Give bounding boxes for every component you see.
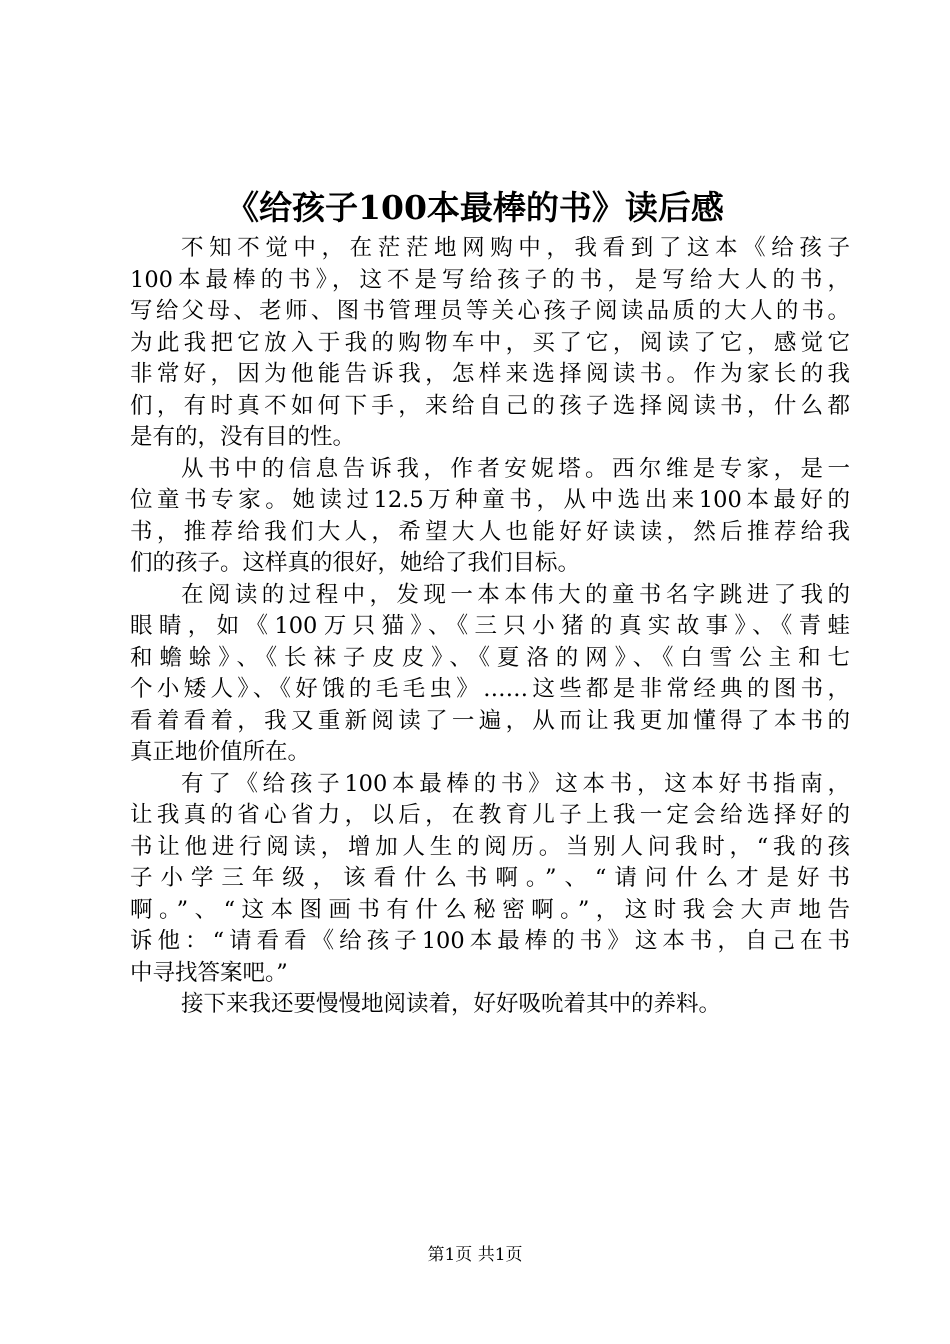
- text-line: 写给父母、老师、图书管理员等关心孩子阅读品质的大人的书。: [130, 298, 850, 324]
- text-line: 为此我把它放入于我的购物车中，买了它，阅读了它，感觉它: [130, 329, 850, 356]
- page-footer: 第1页 共1页: [427, 1245, 523, 1265]
- text-line: 们，有时真不如何下手，来给自己的孩子选择阅读书，什么都: [130, 392, 850, 419]
- paragraph: [130, 769, 850, 990]
- text-line: 们的孩子。这样真的很好，她给了我们目标。: [130, 550, 581, 576]
- text-line: 眼睛，如《100万只猫》、《三只小猪的真实故事》、《青蛙: [130, 613, 850, 639]
- paragraph: [130, 989, 850, 1021]
- text-line: 书，推荐给我们大人，希望大人也能好好读读，然后推荐给我: [130, 518, 850, 545]
- text-line: 从书中的信息告诉我，作者安妮塔。西尔维是专家，是一: [181, 455, 850, 482]
- text-line: 诉他：“请看看《给孩子100本最棒的书》这本书，自己在书: [130, 928, 850, 954]
- text-line: 书让他进行阅读，增加人生的阅历。当别人问我时，“我的孩: [130, 833, 850, 860]
- document-title: 《给孩子100本最棒的书》读后感: [226, 188, 724, 227]
- text-line: 有了《给孩子100本最棒的书》这本书，这本好书指南，: [181, 770, 850, 797]
- text-line: 接下来我还要慢慢地阅读着，好好吸吮着其中的养料。: [181, 991, 722, 1017]
- text-line: 个小矮人》、《好饿的毛毛虫》……这些都是非常经典的图书，: [130, 676, 850, 702]
- text-line: 子小学三年级，该看什么书啊。”、“请问什么才是好书: [130, 865, 850, 891]
- document-body: [130, 233, 850, 1021]
- text-line: 不知不觉中，在茫茫地网购中，我看到了这本《给孩子: [181, 235, 850, 261]
- text-line: 和蟾蜍》、《长袜子皮皮》、《夏洛的网》、《白雪公主和七: [130, 644, 850, 671]
- text-line: 真正地价值所在。: [130, 739, 311, 765]
- text-line: 中寻找答案吧。”: [130, 959, 288, 986]
- text-line: 100本最棒的书》，这不是写给孩子的书，是写给大人的书，: [130, 266, 850, 293]
- text-line: 让我真的省心省力，以后，在教育儿子上我一定会给选择好的: [130, 802, 850, 828]
- text-line: 非常好，因为他能告诉我，怎样来选择阅读书。作为家长的我: [130, 361, 850, 387]
- text-line: 看着看着，我又重新阅读了一遍，从而让我更加懂得了本书的: [130, 707, 850, 734]
- paragraph: [130, 454, 850, 580]
- paragraph: [130, 233, 850, 454]
- text-line: 啊。”、“这本图画书有什么秘密啊。”，这时我会大声地告: [130, 896, 850, 923]
- text-line: 位童书专家。她读过12.5万种童书，从中选出来100本最好的: [130, 487, 850, 513]
- text-line: 是有的，没有目的性。: [130, 424, 356, 450]
- paragraph: [130, 580, 850, 769]
- text-line: 在阅读的过程中，发现一本本伟大的童书名字跳进了我的: [181, 581, 850, 608]
